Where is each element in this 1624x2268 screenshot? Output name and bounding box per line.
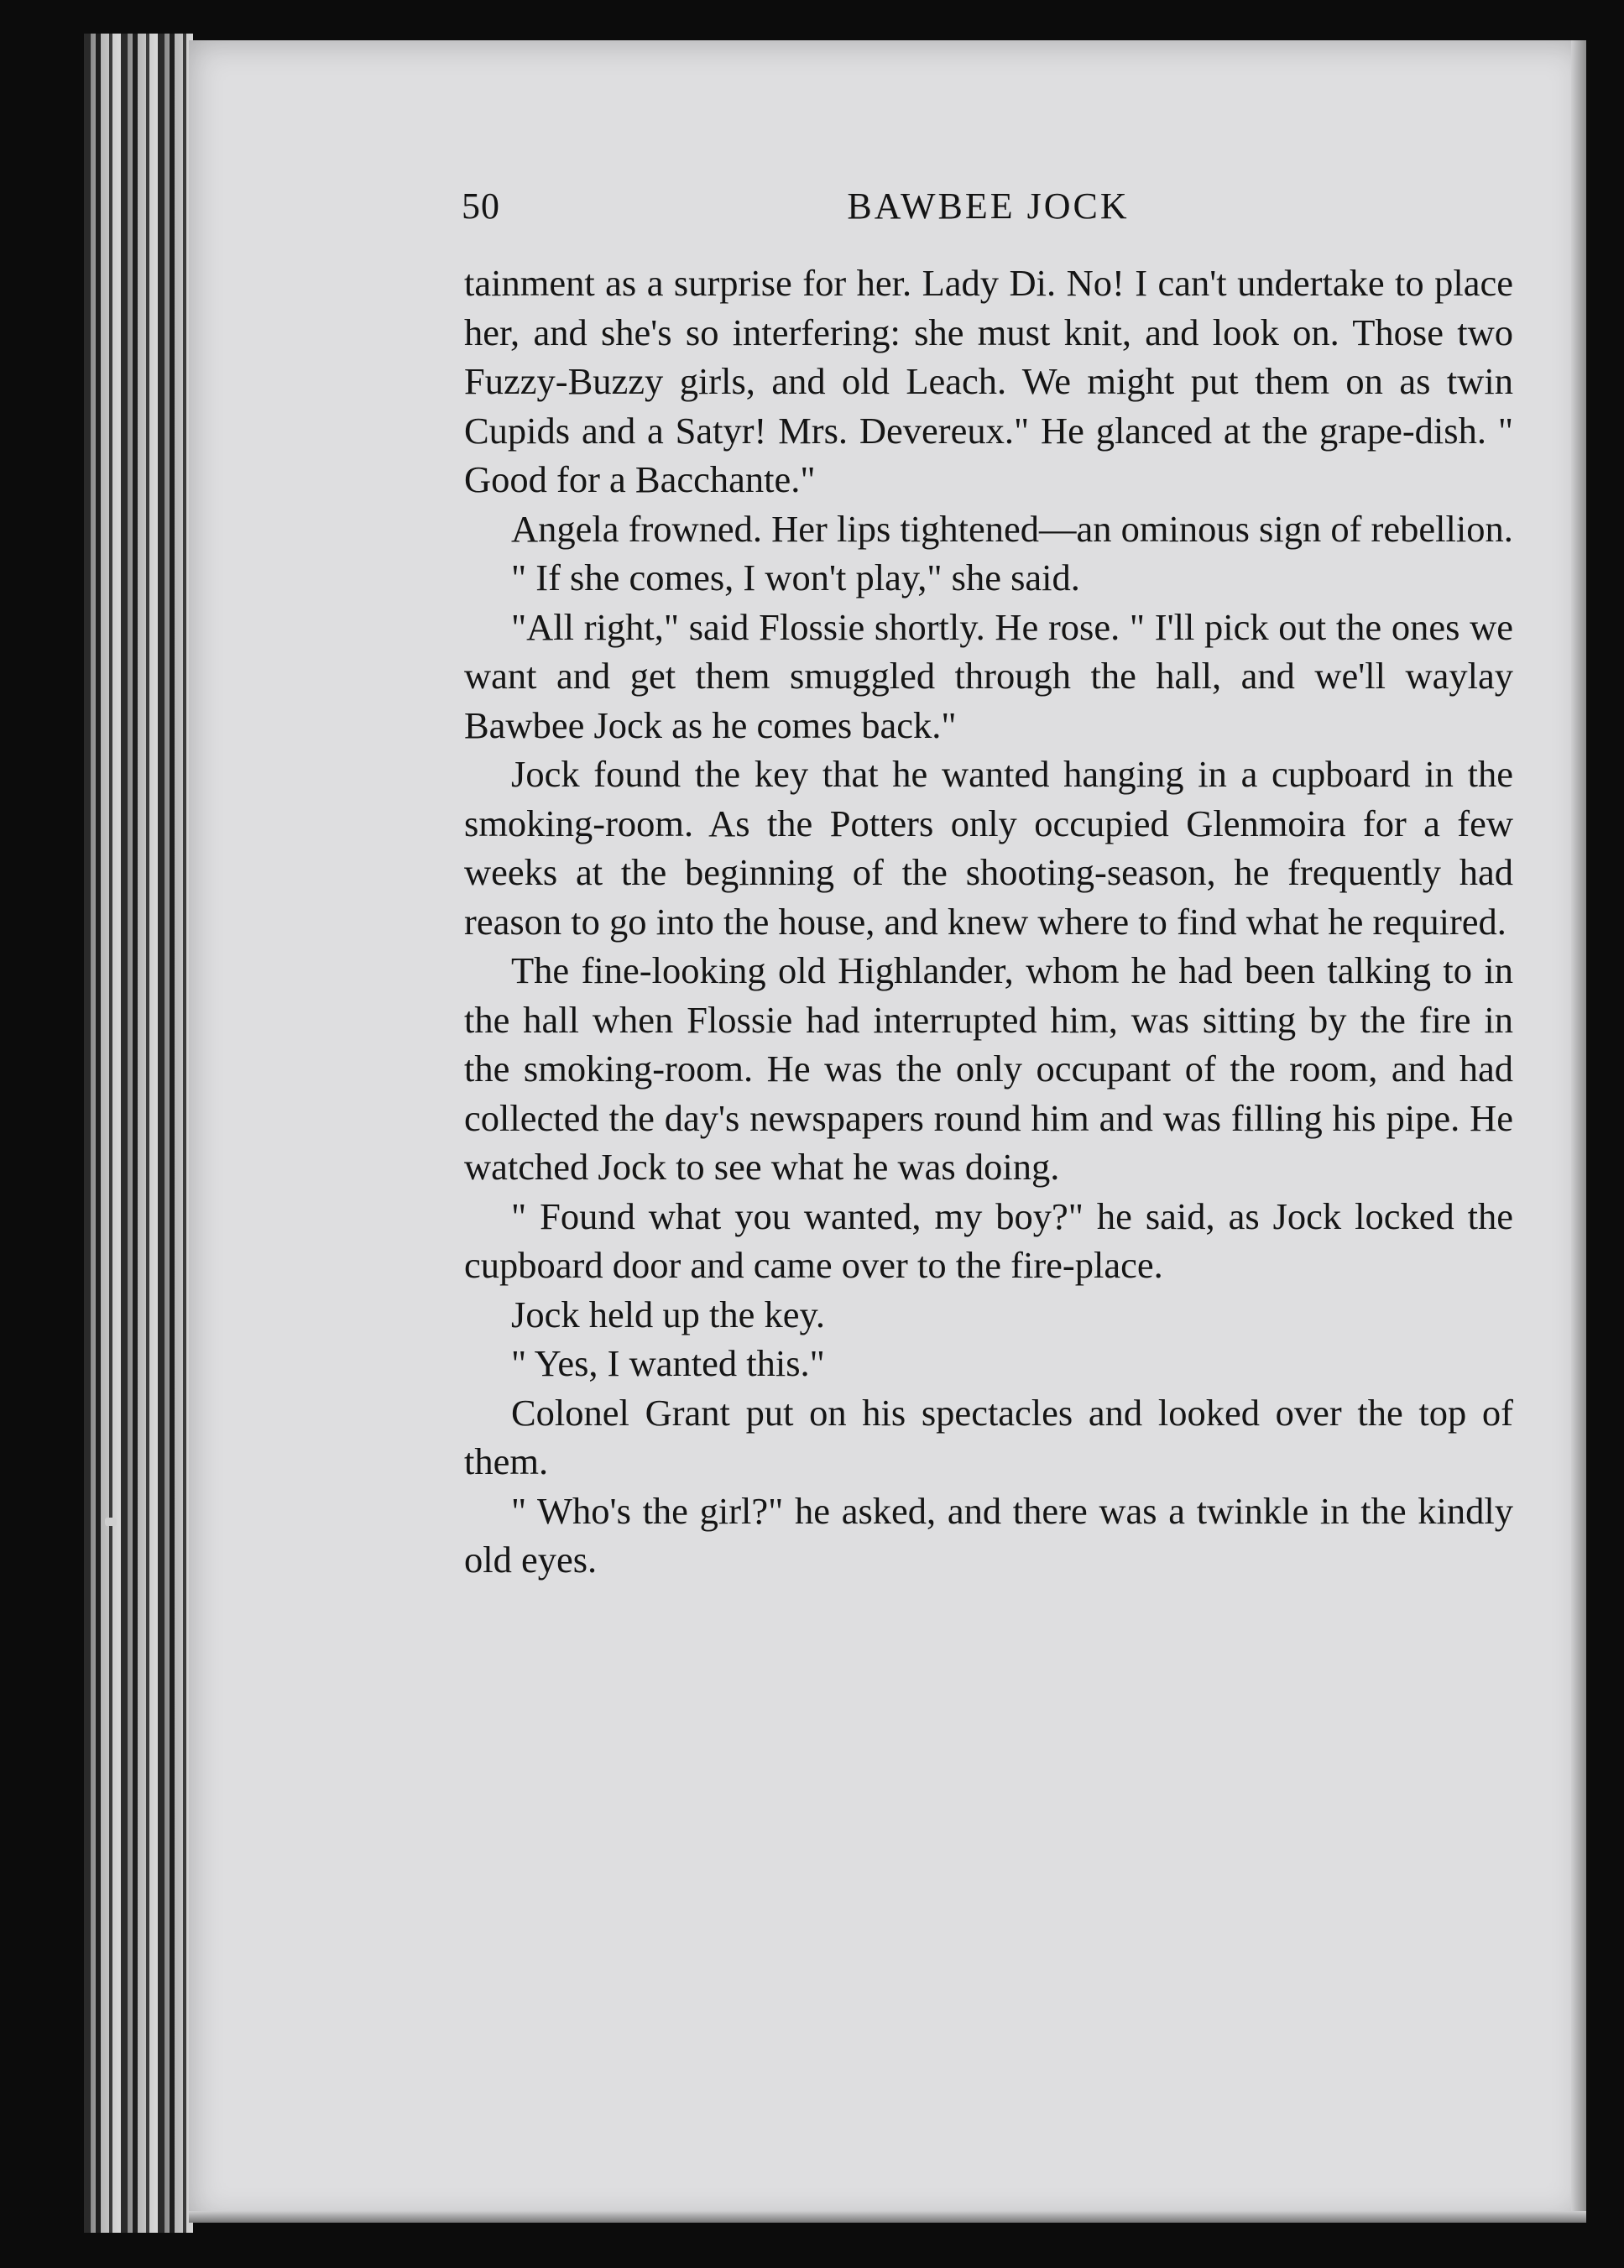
paragraph: " Yes, I wanted this.": [511, 1342, 825, 1384]
page-edge-bottom: [189, 2211, 1586, 2223]
paragraph: " Who's the girl?" he asked, and there was a twinkle in the kindly old eyes.: [464, 1489, 1513, 1581]
page-number: 50: [462, 186, 500, 227]
page-edge-right: [1571, 40, 1586, 2223]
scan-speck: [105, 1518, 117, 1526]
book-spine: [84, 34, 193, 2233]
paragraph: Colonel Grant put on his spectacles and looked over the top of them.: [464, 1391, 1513, 1482]
paragraph: " Found what you wanted, my boy?" he said, as Jock locked the cupboard door and came over to the fire-place.: [464, 1194, 1513, 1286]
paragraph: tainment as a surprise for her. Lady Di. No! I can't undertake to place her, and she's so interfering: she must knit, and look on. Those two Fuzzy-Buzzy girls, and old Leach. We might put them on as twin Cupids and a Satyr! Mrs. Devereux." He glanced at the grape-dish. " Good for a Bacchante.": [464, 262, 1513, 500]
paragraph: The fine-looking old Highlander, whom he had been talking to in the hall when Flossie had interrupted him, was sitting by the fire in the smoking-room. He was the only occupant of the room, and had collected the day's newspapers round him and was filling his pipe. He watched Jock to see what he was doing.: [464, 949, 1513, 1188]
running-title: BAWBEE JOCK: [847, 186, 1130, 227]
body-text: [464, 259, 1513, 1585]
paragraph: "All right," said Flossie shortly. He rose. " I'll pick out the ones we want and get them smuggled through the hall, and we'll waylay Bawbee Jock as he comes back.": [464, 605, 1513, 746]
paragraph: Jock found the key that he wanted hanging in a cupboard in the smoking-room. As the Potters only occupied Glenmoira for a few weeks at the beginning of the shooting-season, he frequently had reason to go into the house, and knew where to find what he required.: [464, 753, 1513, 943]
paragraph: Angela frowned. Her lips tightened—an ominous sign of rebellion.: [511, 507, 1513, 550]
paragraph: Jock held up the key.: [511, 1293, 826, 1335]
paragraph: " If she comes, I won't play," she said.: [511, 557, 1080, 598]
page-header: [462, 185, 1515, 243]
